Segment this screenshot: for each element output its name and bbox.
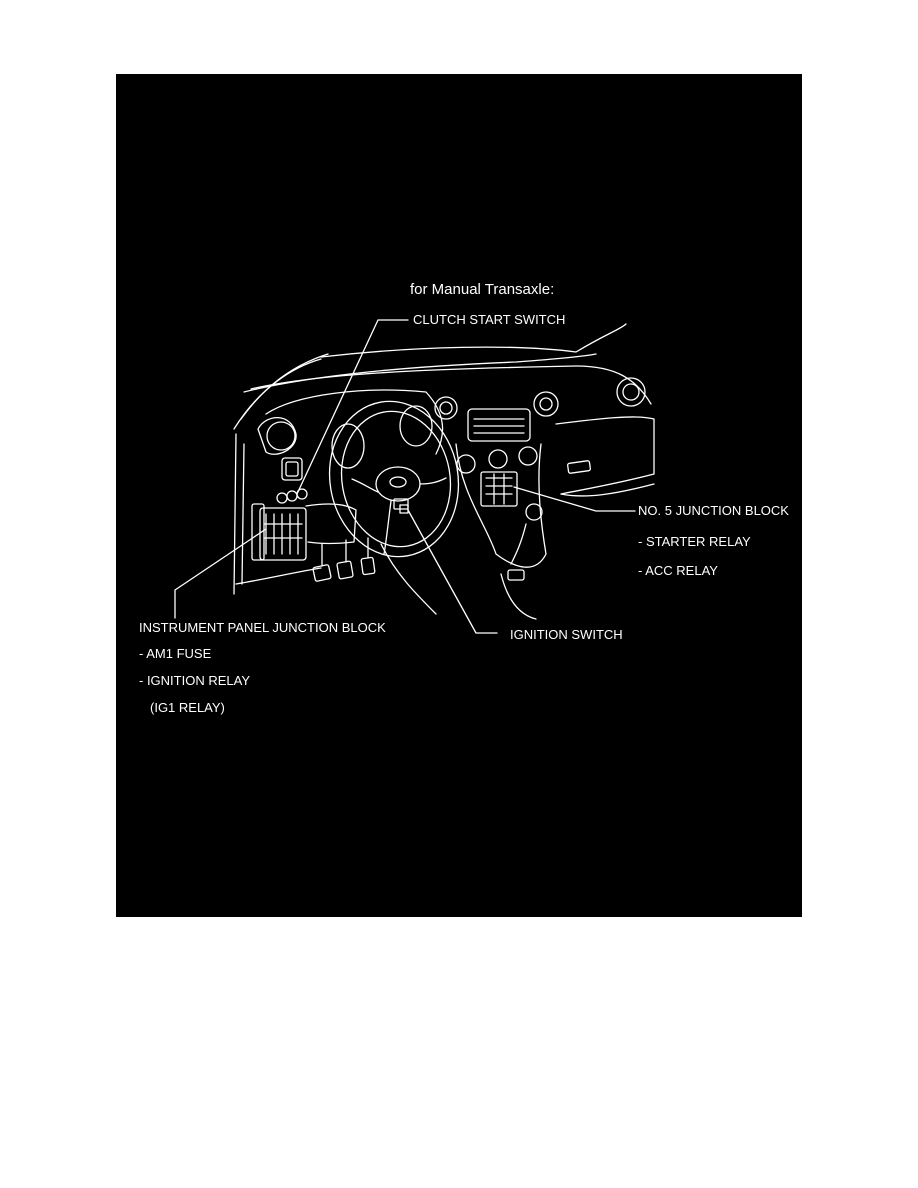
left-door-edge: [234, 434, 236, 594]
label-acc-relay: - ACC RELAY: [638, 563, 718, 578]
shift-knob: [526, 504, 542, 520]
ip-junction-block-detail: [264, 514, 302, 554]
left-vent: [267, 422, 295, 450]
shift-boot: [511, 524, 526, 564]
right-vent: [617, 378, 645, 406]
label-starter-relay: - STARTER RELAY: [638, 534, 751, 549]
left-switch-panel: [282, 458, 302, 480]
center-vent-right: [534, 392, 558, 416]
console-lower: [501, 574, 536, 619]
label-no5-junction-block: NO. 5 JUNCTION BLOCK: [638, 503, 789, 518]
lower-dash-left: [236, 568, 321, 584]
dashboard-line-drawing: [116, 74, 802, 917]
left-switch-inner: [286, 462, 298, 476]
clutch-switch-2: [287, 491, 297, 501]
gauge-left: [332, 424, 364, 468]
console-switch: [508, 570, 524, 580]
right-dash: [556, 417, 654, 494]
label-ignition-switch: IGNITION SWITCH: [510, 627, 623, 642]
label-ig1-relay: (IG1 RELAY): [150, 700, 225, 715]
pedal-accel: [361, 557, 375, 575]
diagram-panel: [116, 74, 802, 917]
label-ignition-relay: - IGNITION RELAY: [139, 673, 250, 688]
knee-panel: [306, 504, 356, 544]
hvac-knob-3: [519, 447, 537, 465]
steering-logo: [390, 477, 406, 487]
leader-ignition-switch: [408, 510, 497, 633]
no5-junction-block: [481, 472, 517, 506]
diagram-title: for Manual Transaxle:: [410, 281, 555, 298]
center-vent-left: [435, 397, 457, 419]
clutch-switch-1: [277, 493, 287, 503]
center-vent-right-inner: [540, 398, 552, 410]
leader-no5-junction-block: [514, 487, 635, 511]
glovebox-handle: [567, 461, 590, 474]
radio-lines: [474, 419, 524, 433]
pedal-clutch: [313, 564, 332, 581]
hvac-knob-2: [489, 450, 507, 468]
radio-unit: [468, 409, 530, 441]
steering-hub: [376, 467, 420, 501]
ip-junction-block: [260, 508, 306, 560]
steering-spoke-right: [420, 478, 446, 484]
windshield-upper: [321, 324, 626, 357]
label-am1-fuse: - AM1 FUSE: [139, 646, 212, 661]
center-vent-left-inner: [440, 402, 452, 414]
steering-column: [381, 544, 436, 614]
windshield-line: [244, 354, 596, 392]
pedal-brake: [337, 561, 354, 579]
label-ip-junction-block: INSTRUMENT PANEL JUNCTION BLOCK: [139, 620, 386, 635]
steering-wheel-rim: [317, 391, 470, 567]
right-dash-lower: [561, 484, 654, 496]
right-vent-inner: [623, 384, 639, 400]
left-pillar: [241, 354, 328, 419]
no5-jb-detail: [486, 474, 512, 504]
steering-spoke-left: [352, 479, 378, 492]
label-clutch-start-switch: CLUTCH START SWITCH: [413, 312, 566, 327]
left-pillar-2: [234, 359, 321, 429]
left-door-edge-2: [242, 444, 244, 584]
